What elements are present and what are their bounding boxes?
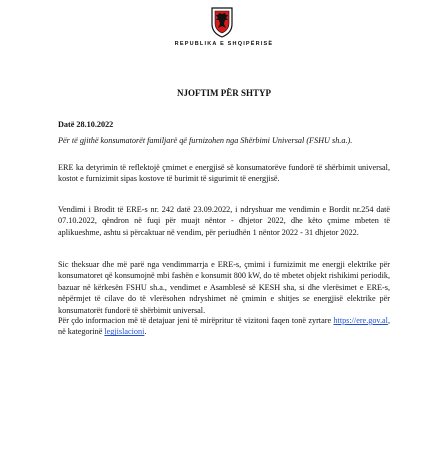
ere-website-link[interactable]: https://ere.gov.al xyxy=(333,316,388,325)
paragraph-2: Vendimi i Brodit të ERE-s nr. 242 datë 23.09.2022, i ndryshuar me vendimin e Bordit nr.254 datë 07.10.2022, qëndron në fuqi për muajt nëntor - dhjetor 2022, dhe këto çmime mbeten të aplikueshme, ashtu si përcaktuar në vendim, për periudhën 1 nëntor 2022 - 31 dhjetor 2022. xyxy=(58,205,390,237)
paragraph-3: Sic theksuar dhe më parë nga vendimmarrja e ERE-s, çmimi i furnizimit me energji elektrike për konsumatoret që konsumojnë mbi fashën e konsumit 800 kW, do të mbetet objekt rishikimi periodik, bazuar në kërkesën FSHU sh.a., vendimet e Asamblesë së KESH sha, si dhe vlerësimet e ERE-s, nëpërmjet të cilave do të vlerësohen ndryshimet në çmimin e shitjes se energjisë elektrike për konsumatorët fundorë të shërbimit universal. xyxy=(58,260,390,315)
legislation-category-link[interactable]: legjislacioni xyxy=(104,327,145,337)
double-headed-eagle-icon xyxy=(206,6,238,38)
page-title: NJOFTIM PËR SHTYP xyxy=(176,88,271,98)
release-date: Datë 28.10.2022 xyxy=(58,120,114,129)
republic-heading: REPUBLIKA E SHQIPËRISË xyxy=(174,41,274,47)
closing-text-middle: , në kategorinë xyxy=(58,316,390,337)
closing-text-after: . xyxy=(144,327,147,337)
paragraph-1: ERE ka detyrimin të reflektojë çmimet e energjisë së konsumatorëve fundorë të shërbimit universal, kostot e furnizimit sipas kostove të burimit të sigurimit të energjisë. xyxy=(58,163,390,184)
intro-text: Për të gjithë konsumatorët familjarë që furnizohen nga Shërbimi Universal (FSHU sh.a.). xyxy=(58,136,353,145)
closing-paragraph xyxy=(58,315,390,338)
closing-text-before: Për çdo informacion më të detajuar jeni të mirëpritur të vizitoni faqen tonë zyrtare xyxy=(58,316,334,325)
